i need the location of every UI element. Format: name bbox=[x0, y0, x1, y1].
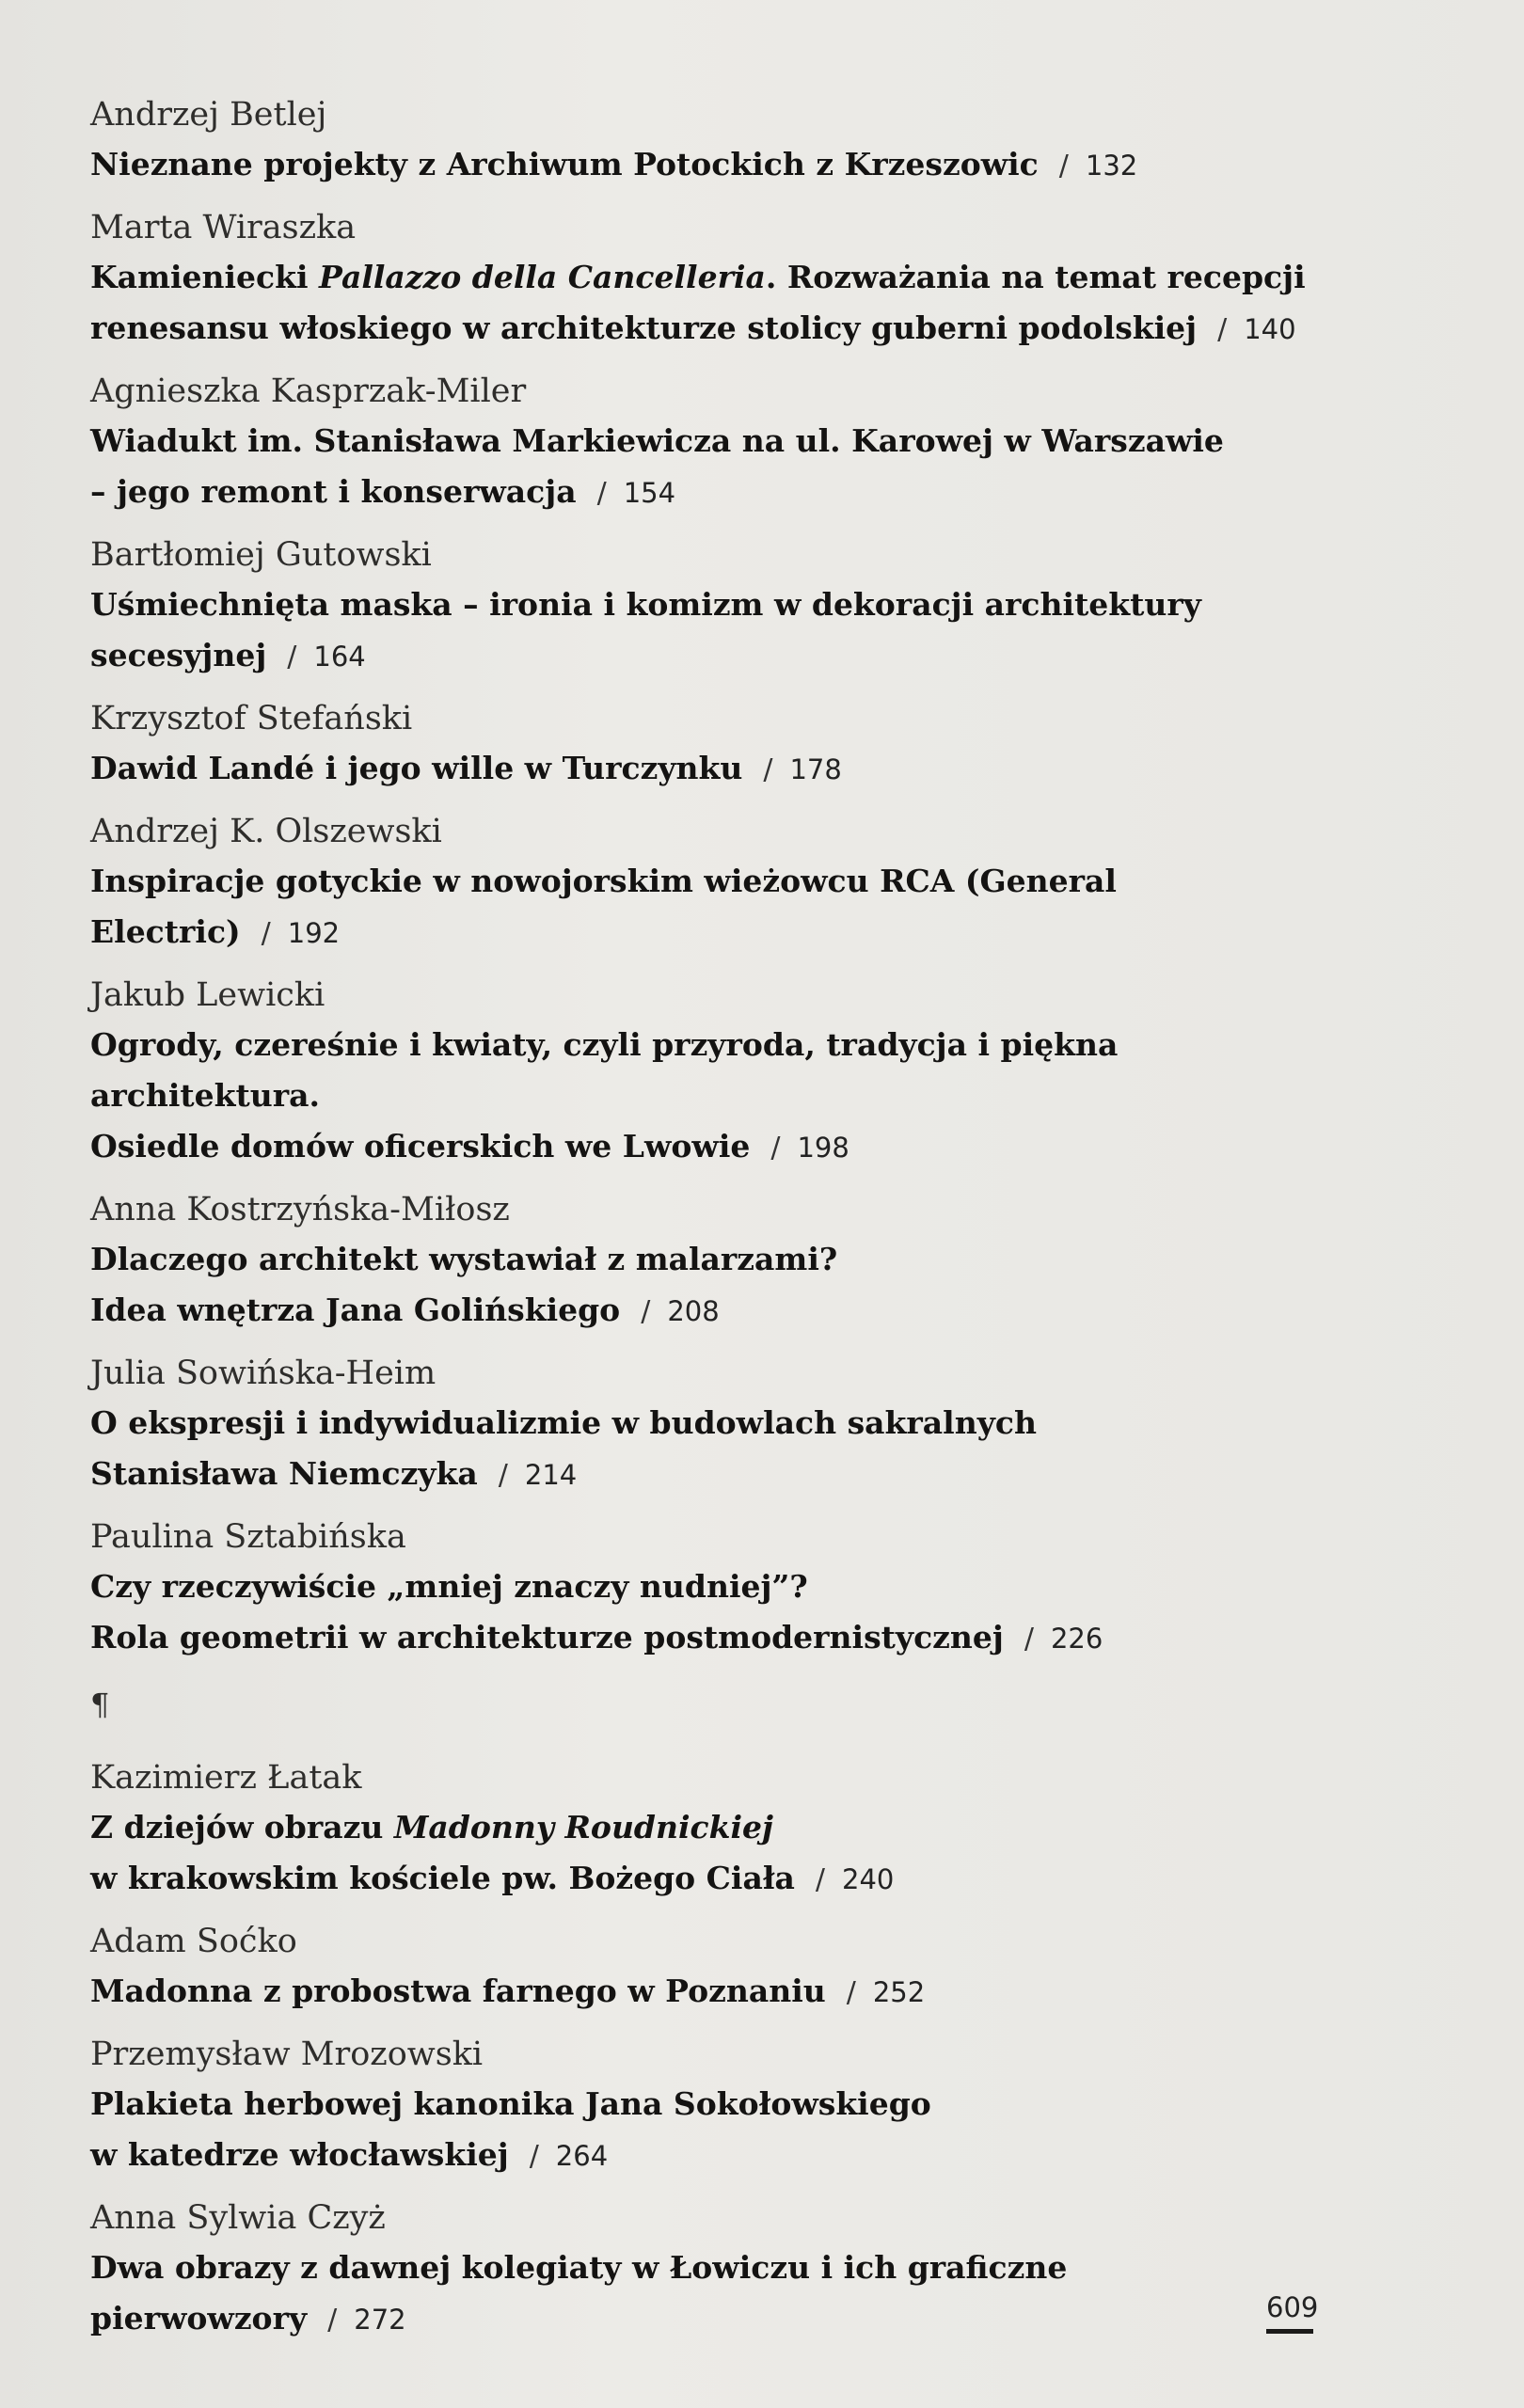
entry-title-line bbox=[90, 1612, 1332, 1665]
entry-page-number: 252 bbox=[872, 1976, 926, 2008]
entry-title-line bbox=[90, 1020, 1332, 1121]
entry-author: Przemysław Mrozowski bbox=[90, 2036, 484, 2073]
entry-title-line bbox=[90, 630, 1332, 683]
toc-entry bbox=[90, 2030, 1332, 2182]
entry-title-line bbox=[90, 1966, 1332, 2019]
table-of-contents bbox=[90, 90, 1332, 2357]
entry-author: Agnieszka Kasprzak-Miler bbox=[90, 372, 527, 410]
entry-title-text: Stanisława Niemczyka bbox=[90, 1455, 478, 1492]
entry-author: Bartłomiej Gutowski bbox=[90, 536, 432, 574]
entry-page-number: 178 bbox=[789, 753, 842, 785]
entry-title-text: Dawid Landé i jego wille w Turczynku bbox=[90, 750, 743, 786]
entry-title-text: O ekspresji i indywidualizmie w budowlach sakralnych bbox=[90, 1404, 1037, 1441]
entry-title-line bbox=[90, 2130, 1332, 2182]
toc-entry bbox=[90, 807, 1332, 959]
entry-title-line bbox=[90, 743, 1332, 796]
entry-page-number: 272 bbox=[354, 2304, 406, 2336]
toc-entry bbox=[90, 1917, 1332, 2019]
entry-title-text: renesansu włoskiego w architekturze stolicy guberni podolskiej bbox=[90, 309, 1198, 346]
toc-entry bbox=[90, 1185, 1332, 1338]
italic-work-title: Madonny Roudnickiej bbox=[393, 1809, 773, 1846]
entry-page-number: 140 bbox=[1244, 313, 1296, 345]
italic-work-title: Pallazzo della Cancelleria bbox=[319, 259, 766, 295]
entry-title-text: Z dziejów obrazu Madonny Roudnickiej bbox=[90, 1809, 773, 1846]
entry-title-text: Uśmiechnięta maska – ironia i komizm w dekoracji architektury bbox=[90, 586, 1201, 623]
entry-title-line bbox=[90, 1802, 1332, 1853]
entry-title-line bbox=[90, 1234, 1332, 1285]
page-separator: / bbox=[529, 2140, 539, 2173]
toc-section-2 bbox=[90, 1753, 1332, 2346]
entry-title-line bbox=[90, 1121, 1332, 1174]
entry-page-number: 264 bbox=[555, 2140, 609, 2172]
entry-title-text: – jego remont i konserwacja bbox=[90, 473, 577, 510]
toc-entry bbox=[90, 203, 1332, 356]
entry-author: Andrzej K. Olszewski bbox=[90, 813, 442, 850]
entry-author: Adam Soćko bbox=[90, 1923, 297, 1960]
toc-entry bbox=[90, 2194, 1332, 2346]
entry-title-line bbox=[90, 579, 1332, 630]
entry-page-number: 214 bbox=[524, 1459, 578, 1491]
page-number-underline bbox=[1266, 2329, 1313, 2334]
entry-title-text: w katedrze włocławskiej bbox=[90, 2136, 509, 2173]
toc-entry bbox=[90, 90, 1332, 192]
page-separator: / bbox=[1024, 1623, 1034, 1656]
page-separator: / bbox=[846, 1976, 856, 2009]
page-separator: / bbox=[763, 753, 773, 786]
entry-title-text: Rola geometrii w architekturze postmodernistycznej bbox=[90, 1619, 1004, 1656]
entry-page-number: 240 bbox=[842, 1863, 895, 1895]
entry-author: Anna Kostrzyńska-Miłosz bbox=[90, 1191, 510, 1228]
entry-author: Marta Wiraszka bbox=[90, 209, 357, 246]
toc-entry bbox=[90, 971, 1332, 1174]
entry-title-text: Ogrody, czereśnie i kwiaty, czyli przyroda, tradycja i piękna architektura. bbox=[90, 1026, 1119, 1114]
entry-title-line bbox=[90, 1561, 1332, 1612]
entry-title-line bbox=[90, 416, 1332, 467]
entry-title-text: Plakieta herbowej kanonika Jana Sokołowskiego bbox=[90, 2085, 931, 2122]
entry-title-line bbox=[90, 856, 1332, 959]
page-separator: / bbox=[641, 1295, 651, 1328]
page-separator: / bbox=[287, 641, 297, 673]
entry-page-number: 226 bbox=[1050, 1623, 1103, 1655]
toc-entry bbox=[90, 531, 1332, 683]
entry-title-text: Idea wnętrza Jana Golińskiego bbox=[90, 1291, 621, 1328]
toc-entry bbox=[90, 1513, 1332, 1665]
entry-author: Jakub Lewicki bbox=[90, 976, 325, 1014]
entry-author: Anna Sylwia Czyż bbox=[90, 2199, 386, 2237]
entry-title-text: w krakowskim kościele pw. Bożego Ciała bbox=[90, 1860, 795, 1896]
toc-entry bbox=[90, 1349, 1332, 1501]
entry-title-line bbox=[90, 1853, 1332, 1906]
page-separator: / bbox=[261, 917, 271, 950]
entry-author: Julia Sowińska-Heim bbox=[90, 1354, 437, 1392]
entry-page-number: 164 bbox=[313, 641, 366, 673]
entry-title-line bbox=[90, 2079, 1332, 2130]
entry-page-number: 154 bbox=[623, 477, 676, 509]
entry-title-line bbox=[90, 1449, 1332, 1501]
entry-author: Krzysztof Stefański bbox=[90, 700, 413, 737]
page-separator: / bbox=[1058, 150, 1069, 182]
entry-title-text: Osiedle domów oficerskich we Lwowie bbox=[90, 1128, 751, 1164]
entry-author: Andrzej Betlej bbox=[90, 96, 327, 134]
entry-title-text: Inspiracje gotyckie w nowojorskim wieżowcu RCA (General Electric) bbox=[90, 863, 1117, 950]
toc-section-1 bbox=[90, 90, 1332, 1665]
page-separator: / bbox=[770, 1132, 781, 1164]
entry-title-text: secesyjnej bbox=[90, 637, 267, 673]
entry-author: Kazimierz Łatak bbox=[90, 1759, 362, 1797]
entry-title-line bbox=[90, 2242, 1332, 2346]
entry-page-number: 132 bbox=[1085, 150, 1138, 182]
entry-title-text: Dwa obrazy z dawnej kolegiaty w Łowiczu i ich graficzne pierwowzory bbox=[90, 2249, 1068, 2337]
page-separator: / bbox=[815, 1863, 826, 1896]
entry-title-text: Madonna z probostwa farnego w Poznaniu bbox=[90, 1972, 826, 2009]
entry-title-text: Nieznane projekty z Archiwum Potockich z Krzeszowic bbox=[90, 146, 1039, 182]
entry-title-line bbox=[90, 467, 1332, 519]
entry-title-line bbox=[90, 1285, 1332, 1338]
entry-title-line bbox=[90, 252, 1332, 303]
entry-author: Paulina Sztabińska bbox=[90, 1518, 406, 1556]
page-separator: / bbox=[596, 477, 607, 510]
page-separator: / bbox=[327, 2304, 338, 2337]
entry-page-number: 208 bbox=[667, 1295, 720, 1327]
entry-title-line bbox=[90, 303, 1332, 356]
page-separator: / bbox=[1217, 313, 1228, 346]
entry-page-number: 198 bbox=[797, 1132, 849, 1164]
entry-title-text: Kamieniecki Pallazzo della Cancelleria. Rozważania na temat recepcji bbox=[90, 259, 1306, 295]
entry-title-line bbox=[90, 139, 1332, 192]
entry-page-number: 192 bbox=[287, 917, 341, 949]
entry-title-text: Dlaczego architekt wystawiał z malarzami? bbox=[90, 1241, 838, 1277]
toc-entry bbox=[90, 1753, 1332, 1906]
entry-title-text: Wiadukt im. Stanisława Markiewicza na ul. Karowej w Warszawie bbox=[90, 422, 1224, 459]
toc-entry bbox=[90, 694, 1332, 796]
section-mark: ¶ bbox=[90, 1687, 110, 1722]
page-number: 609 bbox=[1266, 2291, 1319, 2323]
entry-title-text: Czy rzeczywiście „mniej znaczy nudniej”? bbox=[90, 1568, 808, 1605]
page-separator: / bbox=[498, 1459, 508, 1492]
toc-entry bbox=[90, 367, 1332, 519]
entry-title-line bbox=[90, 1398, 1332, 1449]
